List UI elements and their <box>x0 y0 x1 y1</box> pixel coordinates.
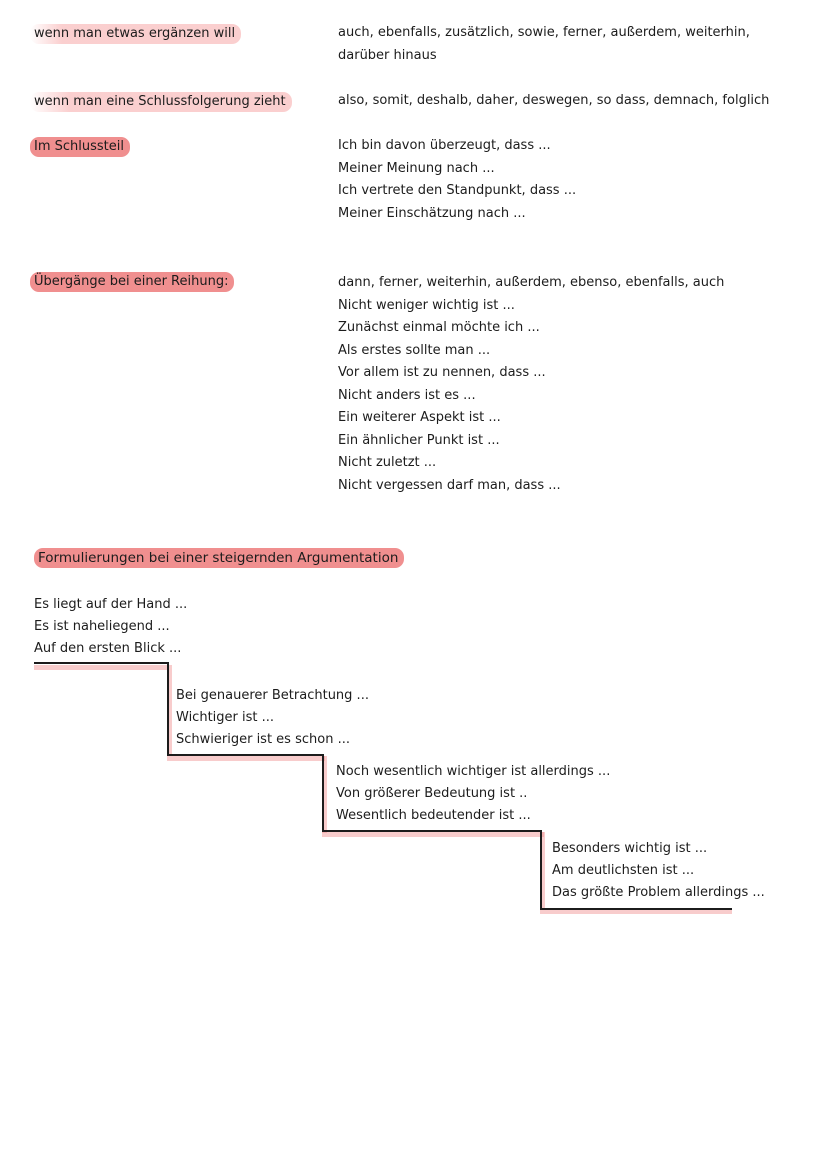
staircase-title: Formulierungen bei einer steigernden Argumentation <box>34 548 404 568</box>
phrase-line: Nicht vergessen darf man, dass ... <box>338 477 561 493</box>
phrase-line: darüber hinaus <box>338 47 437 63</box>
step-phrase: Das größte Problem allerdings ... <box>552 885 765 900</box>
step-phrase: Bei genauerer Betrachtung ... <box>176 688 369 703</box>
phrase-line: Zunächst einmal möchte ich ... <box>338 320 540 335</box>
step-2 <box>176 685 369 751</box>
phrase-line: Vor allem ist zu nennen, dass ... <box>338 365 546 380</box>
step-phrase: Am deutlichsten ist ... <box>552 863 695 878</box>
step-phrase: Es liegt auf der Hand ... <box>34 597 188 612</box>
step-3 <box>336 761 610 827</box>
label-reihung: Übergänge bei einer Reihung: <box>30 272 234 292</box>
phrase-line: Als erstes sollte man ... <box>338 342 491 358</box>
stair-line <box>167 662 169 756</box>
phrase-line: Ein ähnlicher Punkt ist ... <box>338 432 500 448</box>
phrase-line: Ein weiterer Aspekt ist ... <box>338 410 501 425</box>
step-phrase: Es ist naheliegend ... <box>34 619 170 634</box>
step-4 <box>552 838 765 904</box>
label-ergaenzen: wenn man etwas ergänzen will <box>30 24 241 44</box>
stair-shadow <box>34 665 168 670</box>
step-phrase: Von größerer Bedeutung ist .. <box>336 786 528 801</box>
stair-shadow <box>322 832 544 837</box>
phrase-line: Meiner Einschätzung nach ... <box>338 205 526 221</box>
label-schlussfolgerung: wenn man eine Schlussfolgerung zieht <box>30 92 292 112</box>
phrase-line: Nicht anders ist es ... <box>338 387 476 403</box>
step-phrase: Auf den ersten Blick ... <box>34 641 182 656</box>
phrase-line: Nicht weniger wichtig ist ... <box>338 297 515 313</box>
phrases-reihung <box>338 272 724 497</box>
stair-line <box>167 754 324 756</box>
phrase-line: Ich vertrete den Standpunkt, dass ... <box>338 183 577 198</box>
phrase-line: auch, ebenfalls, zusätzlich, sowie, ferner, außerdem, weiterhin, <box>338 25 750 40</box>
phrase-line: also, somit, deshalb, daher, deswegen, so dass, demnach, folglich <box>338 93 770 108</box>
phrase-line: Nicht zuletzt ... <box>338 455 437 470</box>
phrases-ergaenzen <box>338 22 750 67</box>
stair-line <box>540 830 542 910</box>
step-phrase: Noch wesentlich wichtiger ist allerdings ... <box>336 764 611 779</box>
stair-line <box>540 908 732 910</box>
step-phrase: Besonders wichtig ist ... <box>552 841 708 856</box>
step-phrase: Wesentlich bedeutender ist ... <box>336 808 531 823</box>
phrase-line: dann, ferner, weiterhin, außerdem, ebenso, ebenfalls, auch <box>338 275 725 290</box>
stair-shadow <box>167 756 325 761</box>
stair-line <box>34 662 169 664</box>
phrases-schlussteil <box>338 135 576 225</box>
phrase-line: Ich bin davon überzeugt, dass ... <box>338 138 551 153</box>
step-phrase: Wichtiger ist ... <box>176 710 275 725</box>
phrases-schlussfolgerung <box>338 90 769 113</box>
step-phrase: Schwieriger ist es schon ... <box>176 732 350 747</box>
stair-line <box>322 830 542 832</box>
step-1 <box>34 594 187 660</box>
phrase-line: Meiner Meinung nach ... <box>338 160 495 176</box>
stair-line <box>322 754 324 831</box>
label-schlussteil: Im Schlussteil <box>30 137 130 157</box>
